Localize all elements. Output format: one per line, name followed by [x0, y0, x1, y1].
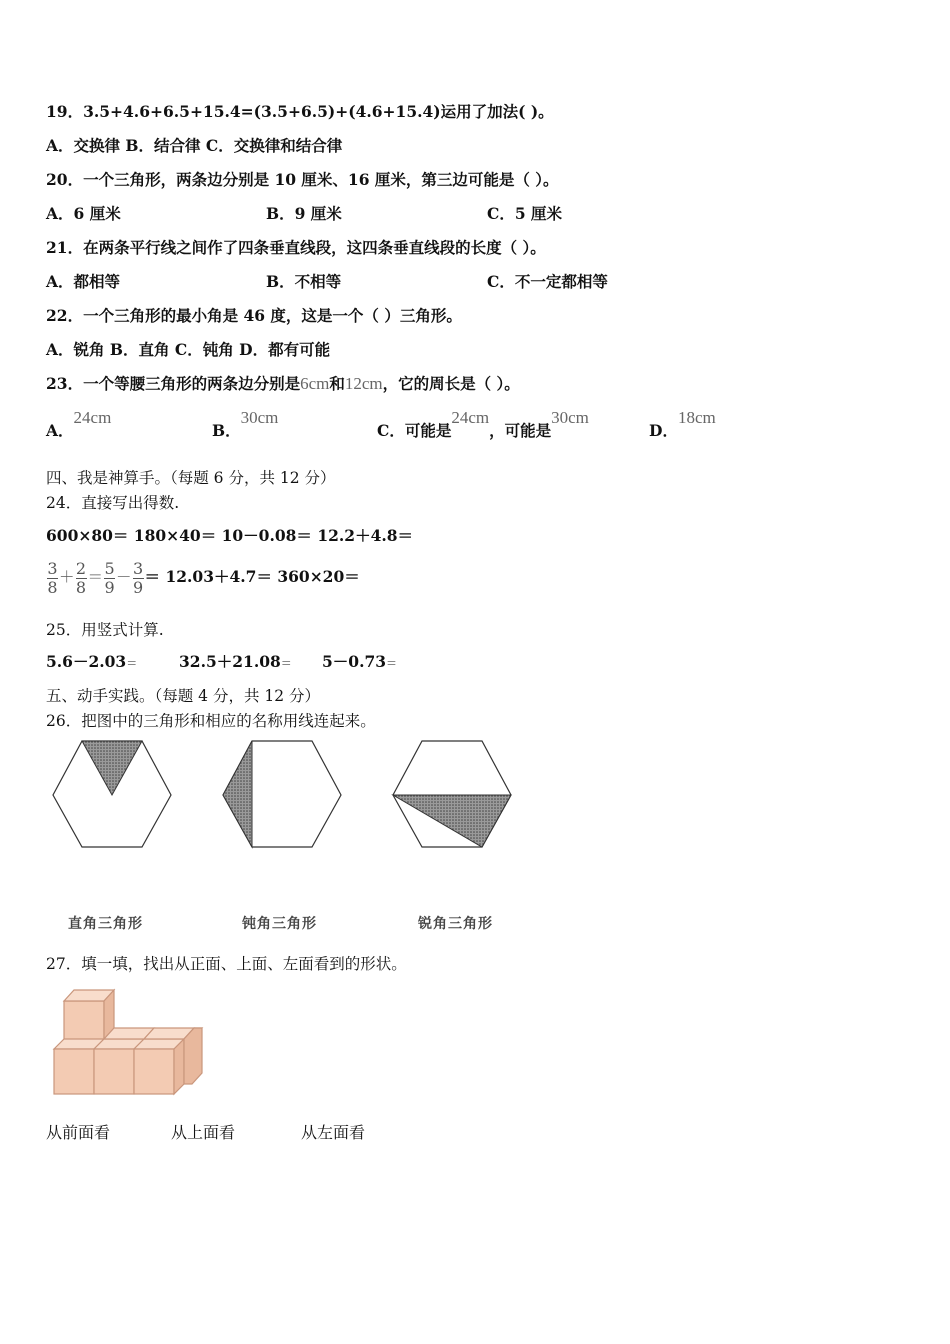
q23-c-value1: 24cm [451, 408, 490, 427]
label-acute-triangle: 锐角三角形 [418, 916, 493, 932]
q24-fraction-3: $\frac{5}{9}$ [104, 558, 115, 597]
view-top-label: 从上面看 [171, 1123, 236, 1142]
q24-fraction-2: $\frac{2}{8}$ [75, 558, 87, 597]
q23-b-value: 30cm [240, 408, 279, 427]
q23-len1: 6cm [300, 374, 330, 393]
view-left-label: 从左面看 [301, 1123, 366, 1142]
q26-hexagons-figure [40, 735, 530, 860]
q26-title: 26．把图中的三角形和相应的名称用线连起来。 [46, 712, 376, 730]
hexagon-3 [393, 741, 511, 847]
view-front-label: 从前面看 [46, 1123, 111, 1142]
q24-minus: － [116, 568, 132, 586]
q23-option-d [649, 408, 716, 441]
q21-option-c: C．不一定都相等 [487, 272, 608, 291]
q20-option-b: B．9 厘米 [266, 204, 342, 223]
label-obtuse-triangle: 钝角三角形 [242, 916, 317, 932]
q27-cubes-figure [48, 985, 208, 1100]
section-4-heading: 四、我是神算手。（每题 6 分，共 12 分） [46, 469, 336, 487]
q24-row1: 600×80＝ 180×40＝ 10－0.08＝ 12.2＋4.8＝ [46, 526, 414, 545]
q22-stem: 22．一个三角形的最小角是 46 度，这是一个（ ）三角形。 [46, 306, 462, 325]
q20-option-c: C．5 厘米 [487, 204, 563, 223]
section-5-heading: 五、动手实践。（每题 4 分，共 12 分） [46, 687, 321, 705]
q25-title: 25．用竖式计算. [46, 621, 164, 639]
q21-stem: 21．在两条平行线之间作了四条垂直线段，这四条垂直线段的长度（ ）。 [46, 238, 546, 257]
q24-row2-rest: ＝ 12.03＋4.7＝ 360×20＝ [144, 567, 360, 586]
q24-eq: ＝ [87, 568, 104, 586]
q20-stem: 20．一个三角形，两条边分别是 10 厘米、16 厘米，第三边可能是（ ）。 [46, 170, 559, 189]
q23-b-label: B． [212, 421, 241, 440]
q23-option-c [377, 408, 589, 441]
q23-stem [46, 374, 520, 394]
q23-d-value: 18cm [677, 408, 716, 427]
hexagon-2 [223, 741, 341, 847]
q19-options: A．交换律 B．结合律 C．交换律和结合律 [46, 136, 343, 155]
q24-title: 24．直接写出得数. [46, 494, 180, 512]
q23-option-b [212, 408, 279, 441]
q24-row2 [46, 558, 360, 596]
q22-options: A．锐角 B．直角 C．钝角 D．都有可能 [46, 340, 331, 359]
q25-expr-2: 32.5＋21.08＝ [179, 652, 292, 671]
q23-c-label: C．可能是 [377, 421, 452, 440]
q23-d-label: D． [649, 421, 678, 440]
q20-option-a: A．6 厘米 [46, 204, 121, 223]
q23-mid: 和 [329, 374, 345, 393]
q23-text-a: 23．一个等腰三角形的两条边分别是 [46, 374, 301, 393]
q25-expr-3: 5－0.73＝ [322, 652, 398, 671]
q19-stem: 19．3.5+4.6+6.5+15.4=(3.5+6.5)+(4.6+15.4)运用了加法( )。 [46, 102, 554, 121]
q21-option-b: B．不相等 [266, 272, 342, 291]
q23-a-label: A． [46, 421, 74, 440]
q24-fraction-1: $\frac{3}{8}$ [47, 558, 58, 597]
q23-text-b: ，它的周长是（ ）。 [382, 374, 520, 393]
q21-option-a: A．都相等 [46, 272, 121, 291]
q24-fraction-4: $\frac{3}{9}$ [132, 558, 144, 597]
q23-a-value: 24cm [73, 408, 112, 427]
q23-c-value2: 30cm [551, 408, 589, 427]
hexagon-1 [53, 741, 171, 847]
q24-plus: ＋ [59, 568, 75, 586]
label-right-triangle: 直角三角形 [68, 916, 143, 932]
q23-len2: 12cm [344, 374, 383, 393]
q27-title: 27．填一填，找出从正面、上面、左面看到的形状。 [46, 955, 407, 973]
q23-c-mid: ，可能是 [489, 421, 552, 440]
q25-expr-1: 5.6－2.03＝ [46, 652, 138, 671]
q23-option-a [46, 408, 112, 441]
